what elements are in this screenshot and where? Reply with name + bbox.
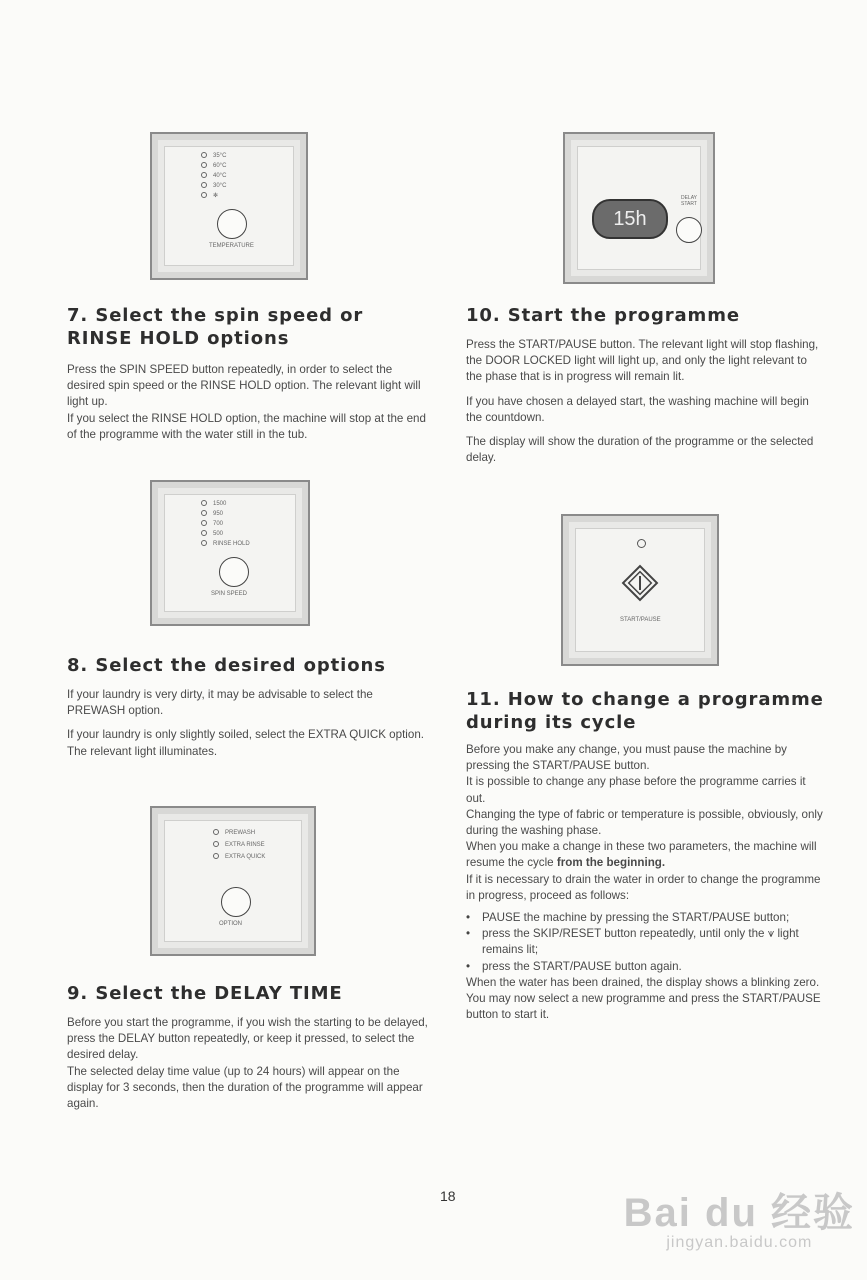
start-pause-button[interactable]: [620, 563, 660, 603]
list-item: • press the START/PAUSE button again.: [482, 959, 824, 975]
section-11-p4: When you make a change in these two parameters, the machine will resume the cycle from the beginning.: [466, 840, 817, 870]
start-pause-panel-figure: [561, 514, 719, 666]
temperature-knob[interactable]: [217, 209, 247, 239]
section-11-p5: If it is necessary to drain the water in order to change the programme in progress, proceed as follows:: [466, 872, 821, 902]
list-item: • press the SKIP/RESET button repeatedly, until only the ⩛ light remains lit;: [482, 926, 824, 958]
section-9-title: 9. Select the DELAY TIME: [67, 983, 343, 1004]
page-number: 18: [440, 1188, 456, 1204]
section-11-p7: You may now select a new programme and press the START/PAUSE button to start it.: [466, 992, 821, 1022]
temperature-knob-label: TEMPERATURE: [209, 243, 254, 249]
section-7: [67, 304, 429, 443]
section-7-p1: Press the SPIN SPEED button repeatedly, in order to select the desired spin speed or the RINSE HOLD option. The relevant light will light up.: [67, 363, 421, 409]
watermark-url: jingyan.baidu.com: [666, 1234, 813, 1251]
spin-led-rinse-hold: RINSE HOLD: [201, 539, 250, 549]
temp-led-30: 30°C: [201, 181, 226, 191]
section-11-p6: When the water has been drained, the display shows a blinking zero.: [466, 975, 820, 989]
section-11-p1: Before you make any change, you must pause the machine by pressing the START/PAUSE button.: [466, 743, 787, 773]
temp-led-35: 35°C: [201, 151, 226, 161]
section-11: [466, 688, 824, 1023]
temp-led-cold: ✻: [201, 191, 226, 201]
section-10-title: 10. Start the programme: [466, 305, 740, 326]
section-8-p3: The relevant light illuminates.: [67, 744, 218, 758]
temp-led-60: 60°C: [201, 161, 226, 171]
option-led-extra-rinse: EXTRA RINSE: [213, 839, 265, 851]
start-pause-label: START/PAUSE: [620, 617, 661, 623]
option-led-extra-quick: EXTRA QUICK: [213, 851, 265, 863]
section-9-p2: The selected delay time value (up to 24 hours) will appear on the display for 3 seconds, then the duration of the programme will appear again.: [67, 1064, 423, 1111]
temperature-panel-figure: [150, 132, 308, 280]
temp-led-list: [201, 151, 226, 201]
list-item: • PAUSE the machine by pressing the START/PAUSE button;: [482, 910, 824, 926]
section-8-title: 8. Select the desired options: [67, 655, 386, 676]
section-11-p3: Changing the type of fabric or temperature is possible, obviously, only during the washing phase.: [466, 807, 823, 838]
start-pause-icon: [620, 563, 660, 603]
option-knob-label: OPTION: [219, 921, 243, 927]
section-7-p2: If you select the RINSE HOLD option, the machine will stop at the end of the programme with the water still in the tub.: [67, 411, 426, 441]
section-8-p2: If your laundry is only slightly soiled, select the EXTRA QUICK option.: [67, 728, 424, 742]
option-knob[interactable]: [221, 887, 251, 917]
delay-display: [592, 199, 668, 239]
section-8: [67, 654, 429, 760]
options-panel-figure: [150, 806, 316, 956]
spin-speed-knob-label: SPIN SPEED: [211, 591, 248, 597]
section-7-title: 7. Select the spin speed or RINSE HOLD options: [67, 305, 364, 349]
temp-led-40: 40°C: [201, 171, 226, 181]
spin-led-list: [201, 499, 250, 549]
section-9-p1: Before you start the programme, if you wish the starting to be delayed, press the DELAY button repeatedly, or keep it pressed, to select the desired delay.: [67, 1016, 428, 1062]
option-led-prewash: PREWASH: [213, 827, 265, 839]
delay-display-panel-figure: [563, 132, 715, 284]
section-10: [466, 304, 822, 466]
section-10-p2: If you have chosen a delayed start, the washing machine will begin the countdown.: [466, 394, 809, 424]
spin-led-700: 700: [201, 519, 250, 529]
spin-speed-knob[interactable]: [219, 557, 249, 587]
delay-start-button[interactable]: [676, 217, 702, 243]
section-11-p4-bold: from the beginning.: [556, 856, 666, 870]
section-9: [67, 982, 431, 1112]
spin-led-1500: 1500: [201, 499, 250, 509]
options-led-list: [213, 827, 265, 863]
section-8-p1: If your laundry is very dirty, it may be advisable to select the PREWASH option.: [67, 688, 373, 718]
spin-led-950: 950: [201, 509, 250, 519]
section-11-steps: [466, 910, 824, 975]
section-10-p3: The display will show the duration of the programme or the selected delay.: [466, 435, 814, 465]
section-11-title: 11. How to change a programme during its cycle: [466, 689, 824, 733]
delay-display-value: 15h: [613, 208, 647, 230]
section-11-p2: It is possible to change any phase before the programme carries it out.: [466, 775, 806, 805]
delay-start-button-label: DELAY START: [680, 195, 698, 207]
baidu-watermark: [624, 1192, 855, 1252]
spin-speed-panel-figure: [150, 480, 310, 626]
section-10-p1: Press the START/PAUSE button. The relevant light will stop flashing, the DOOR LOCKED light will light up, and only the light relevant to the phase that is in progress will remain lit.: [466, 338, 819, 384]
watermark-logo: Bai du 经验: [623, 1191, 855, 1235]
spin-led-500: 500: [201, 529, 250, 539]
start-pause-led: [637, 539, 646, 548]
